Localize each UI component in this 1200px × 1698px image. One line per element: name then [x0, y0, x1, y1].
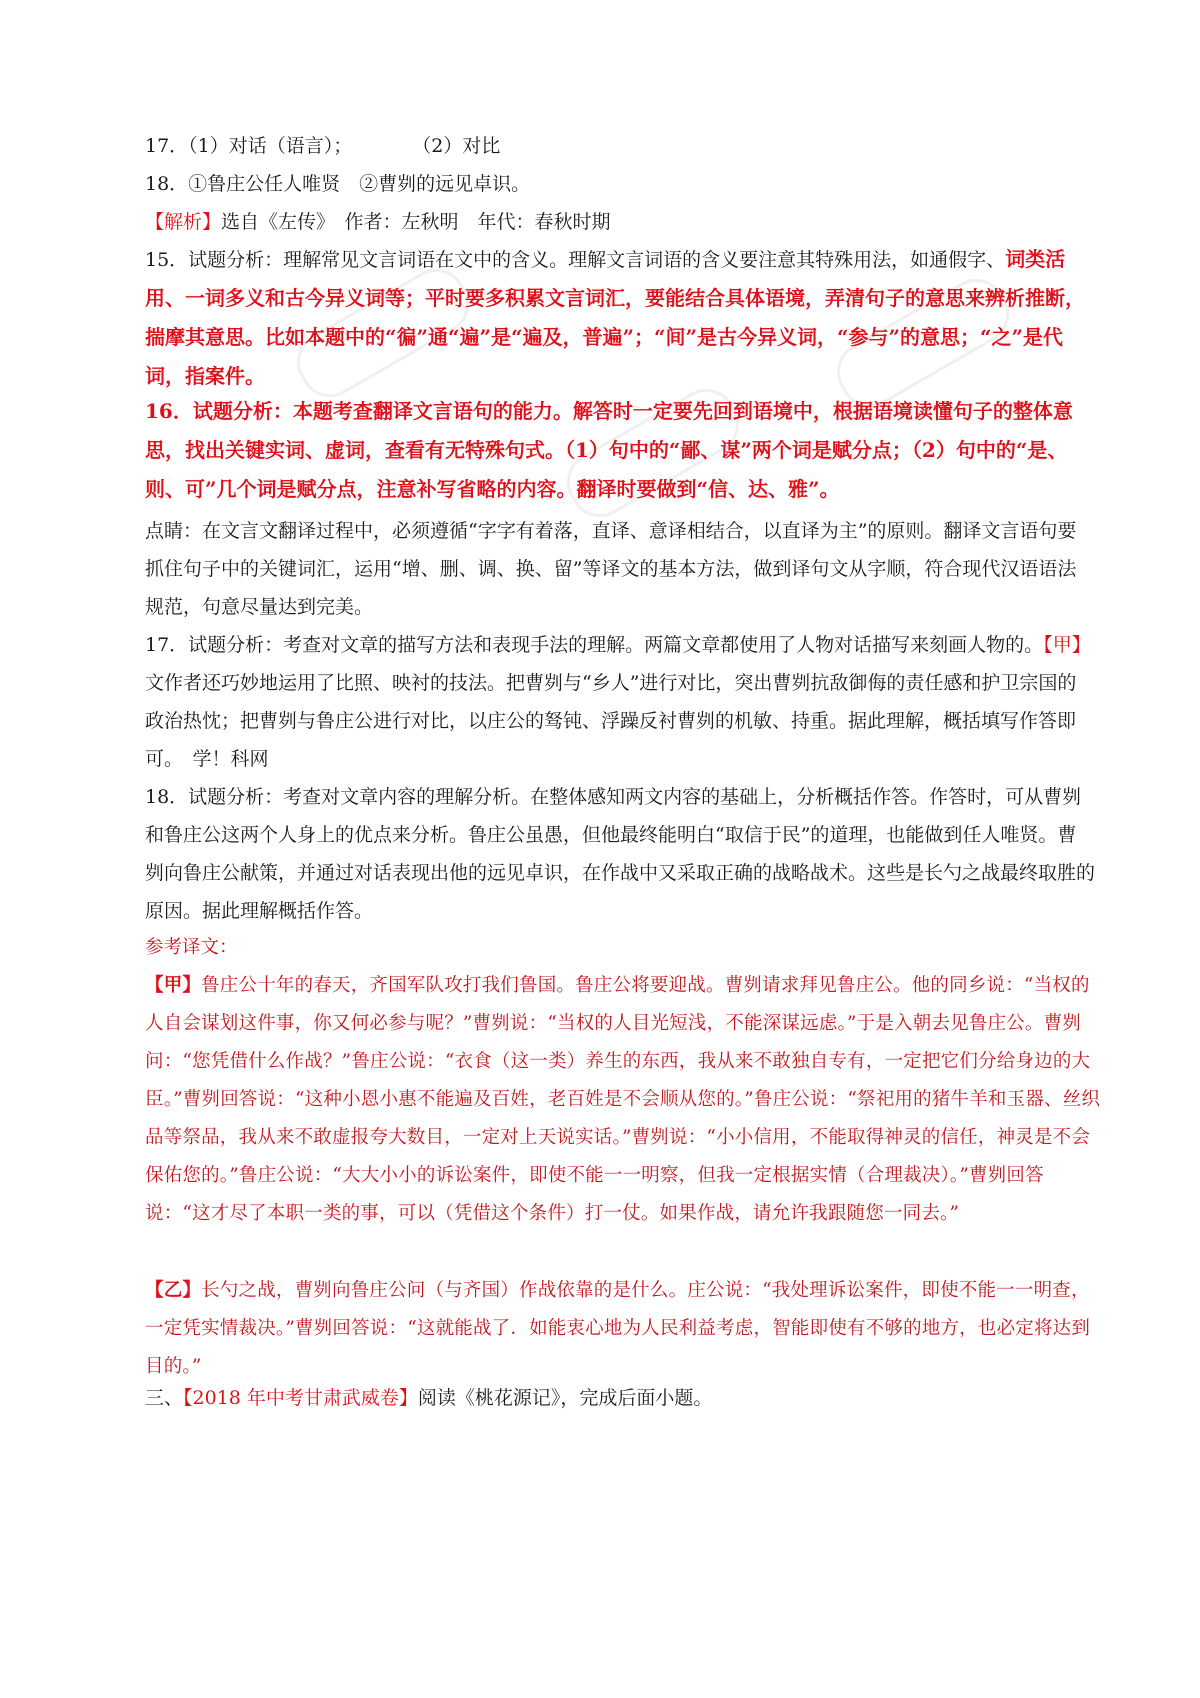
- translation-yi-text: 长勺之战，曹刿向鲁庄公问（与齐国）作战依靠的是什么。庄公说：“我处理诉讼案件，即使不能一一明查，一定凭实情裁决。”曹刿回答说：“这就能战了．如能衷心地为人民利益考虑，智能即使有不够的地方，也必定将达到目的。”: [145, 1280, 1091, 1377]
- translation-jia-label: 【甲】: [145, 975, 202, 996]
- q15-lead: 15．试题分析：理解常见文言词语在文中的含义。理解文言词语的含义要注意其特殊用法，如通假字、: [145, 249, 1006, 271]
- q17-text-after: 文作者还巧妙地运用了比照、映衬的技法。把曹刿与“乡人”进行对比，突出曹刿抗敌御侮的责任感和护卫宗国的政治热忱；把曹刿与鲁庄公进行对比，以庄公的驽钝、浮躁反衬曹刿的机敏、持重。据此理解，概括填写作答即可。 学！科网: [145, 672, 1077, 770]
- answer-17-part2: （2）对比: [412, 135, 501, 157]
- question-18-analysis: 18．试题分析：考查对文章内容的理解分析。在整体感知两文内容的基础上，分析概括作答。作答时，可从曹刿和鲁庄公这两个人身上的优点来分析。鲁庄公虽愚，但他最终能明白“取信于民”的道理，也能做到任人唯贤。曹刿向鲁庄公献策，并通过对话表现出他的远见卓识，在作战中又采取正确的战略战术。这些是长勺之战最终取胜的原因。据此理解概括作答。: [145, 786, 1096, 922]
- translation-jia-text: 鲁庄公十年的春天，齐国军队攻打我们鲁国。鲁庄公将要迎战。曹刿请求拜见鲁庄公。他的同乡说：“当权的人自会谋划这件事，你又何必参与呢？”曹刿说：“当权的人目光短浅，不能深谋远虑。”于是入朝去见鲁庄公。曹刿问：“您凭借什么作战？”鲁庄公说：“衣食（这一类）养生的东西，我从来不敢独自专有，一定把它们分给身边的大臣。”曹刿回答说：“这种小恩小惠不能遍及百姓，老百姓是不会顺从您的。”鲁庄公说：“祭祀用的猪牛羊和玉器、丝织品等祭品，我从来不敢虚报夸大数目，一定对上天说实话。”曹刿说：“小小信用，不能取得神灵的信任，神灵是不会保佑您的。”鲁庄公说：“大大小小的诉讼案件，即使不能一一明察，但我一定根据实情（合理裁决）。”曹刿回答说：“这才尽了本职一类的事，可以（凭借这个条件）打一仗。如果作战，请允许我跟随您一同去。”: [145, 975, 1101, 1224]
- translation-heading: 参考译文：: [145, 937, 238, 958]
- key-point-note: 点睛：在文言文翻译过程中，必须遵循“字字有着落，直译、意译相结合，以直译为主”的原则。翻译文言语句要抓住句子中的关键词汇，运用“增、删、调、换、留”等译文的基本方法，做到译句文从字顺，符合现代汉语语法规范，句意尽量达到完美。: [145, 520, 1077, 618]
- question-17-analysis: [145, 626, 1095, 778]
- analysis-source: 选自《左传》 作者：左秋明 年代：春秋时期: [221, 211, 611, 233]
- answer-18: 18．①鲁庄公任人唯贤 ②曹刿的远见卓识。: [145, 173, 531, 195]
- question-16-analysis: 16．试题分析：本题考查翻译文言语句的能力。解答时一定要先回到语境中，根据语境读懂句子的整体意思，找出关键实词、虚词，查看有无特殊句式。（1）句中的“鄙、谋”两个词是赋分点；（2）句中的“是、则、可”几个词是赋分点，注意补写省略的内容。翻译时要做到“信、达、雅”。: [145, 399, 1073, 501]
- analysis-header: [145, 209, 611, 235]
- section-3-prefix: 三、: [145, 1387, 184, 1409]
- question-15-analysis: [145, 240, 1095, 396]
- answer-17: [145, 133, 500, 159]
- analysis-label: 【解析】: [145, 211, 222, 233]
- answer-17-part1: 17．（1）对话（语言）；: [145, 135, 353, 157]
- q17-text-before: 17．试题分析：考查对文章的描写方法和表现手法的理解。两篇文章都使用了人物对话描写来刻画人物的。: [145, 634, 1044, 656]
- translation-yi: [145, 1272, 1105, 1386]
- q17-bracket-label: 【甲】: [1043, 634, 1091, 656]
- section-3-heading: [145, 1385, 712, 1411]
- translation-yi-label: 【乙】: [145, 1280, 202, 1301]
- translation-jia: [145, 967, 1105, 1233]
- section-3-label: 【2018 年中考甘肃武威卷】: [183, 1387, 418, 1409]
- q15-rest: 词类活用、一词多义和古今异义词等；平时要多积累文言词汇，要能结合具体语境，弄清句子的意思来辨析推断，揣摩其意思。比如本题中的“徧”通“遍”是“遍及，普遍”；“间”是古今异义词，“参与”的意思；“之”是代词，指案件。: [145, 247, 1085, 388]
- section-3-text: 阅读《桃花源记》，完成后面小题。: [417, 1387, 713, 1409]
